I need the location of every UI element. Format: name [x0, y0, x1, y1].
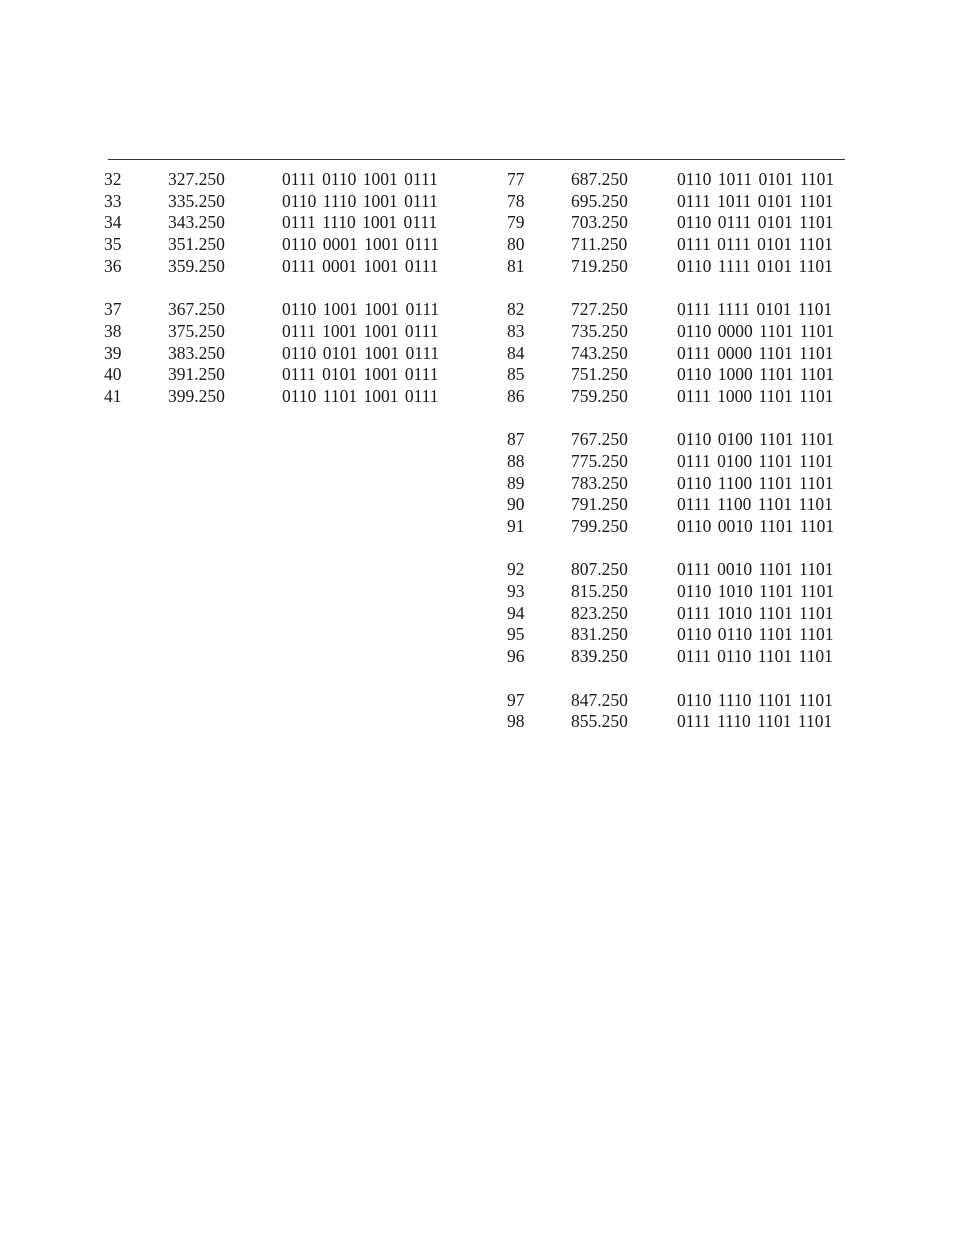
frequency: 783.250 — [571, 472, 628, 493]
frequency: 735.250 — [571, 320, 628, 341]
channel-number: 96 — [507, 646, 525, 667]
binary-code: 0110 1010 1101 1101 — [677, 581, 835, 602]
channel-number: 33 — [104, 190, 122, 211]
binary-code: 0111 1100 1101 1101 — [677, 494, 833, 515]
channel-number: 90 — [507, 494, 525, 515]
channel-number: 38 — [104, 320, 122, 341]
frequency: 687.250 — [571, 169, 628, 189]
channel-number: 92 — [507, 559, 525, 580]
channel-number: 78 — [507, 190, 525, 211]
frequency: 335.250 — [168, 190, 225, 211]
binary-code: 0111 0101 1001 0111 — [282, 364, 439, 385]
channel-number: 40 — [104, 364, 122, 385]
frequency: 831.250 — [571, 624, 628, 645]
frequency: 375.250 — [168, 320, 225, 341]
frequency: 695.250 — [571, 190, 628, 211]
frequency: 327.250 — [168, 169, 225, 189]
frequency: 767.250 — [571, 429, 628, 450]
channel-number: 36 — [104, 255, 122, 276]
binary-code: 0110 0010 1101 1101 — [677, 516, 835, 536]
frequency: 383.250 — [168, 342, 225, 363]
channel-number: 85 — [507, 364, 525, 385]
frequency: 359.250 — [168, 255, 225, 276]
channel-number: 39 — [104, 342, 122, 363]
binary-code: 0110 0000 1101 1101 — [677, 320, 835, 341]
frequency: 751.250 — [571, 364, 628, 385]
frequency: 759.250 — [571, 385, 628, 406]
channel-number: 93 — [507, 581, 525, 602]
channel-number: 81 — [507, 255, 525, 276]
binary-code: 0111 1110 1101 1101 — [677, 711, 833, 732]
binary-code: 0111 1110 1001 0111 — [282, 212, 438, 233]
binary-code: 0110 0100 1101 1101 — [677, 429, 835, 450]
channel-number: 82 — [507, 299, 525, 320]
frequency: 711.250 — [571, 234, 628, 255]
frequency: 815.250 — [571, 581, 628, 602]
channel-number: 37 — [104, 299, 122, 320]
channel-number: 35 — [104, 234, 122, 255]
binary-code: 0110 1110 1001 0111 — [282, 190, 438, 211]
frequency: 823.250 — [571, 602, 628, 623]
binary-code: 0110 1011 0101 1101 — [677, 169, 835, 189]
channel-number: 79 — [507, 212, 525, 233]
channel-number: 41 — [104, 385, 122, 406]
binary-code: 0111 0110 1101 1101 — [677, 646, 833, 667]
channel-number: 89 — [507, 472, 525, 493]
binary-code: 0110 1100 1101 1101 — [677, 472, 834, 493]
binary-code: 0111 1011 0101 1101 — [677, 190, 834, 211]
channel-number: 34 — [104, 212, 122, 233]
frequency: 399.250 — [168, 385, 225, 406]
binary-code: 0111 0001 1001 0111 — [282, 255, 439, 276]
binary-code: 0111 0110 1001 0111 — [282, 169, 438, 189]
binary-code: 0111 1000 1101 1101 — [677, 385, 834, 406]
table-top-rule — [108, 159, 845, 160]
binary-code: 0110 1001 1001 0111 — [282, 299, 440, 320]
frequency: 839.250 — [571, 646, 628, 667]
channel-number: 88 — [507, 450, 525, 471]
channel-number: 83 — [507, 320, 525, 341]
channel-number: 87 — [507, 429, 525, 450]
frequency: 703.250 — [571, 212, 628, 233]
frequency: 343.250 — [168, 212, 225, 233]
channel-number: 77 — [507, 169, 525, 189]
binary-code: 0111 0111 0101 1101 — [677, 234, 833, 255]
channel-number: 86 — [507, 385, 525, 406]
binary-code: 0111 1010 1101 1101 — [677, 602, 834, 623]
frequency: 799.250 — [571, 516, 628, 536]
frequency: 855.250 — [571, 711, 628, 732]
binary-code: 0110 1000 1101 1101 — [677, 364, 835, 385]
binary-code: 0111 0010 1101 1101 — [677, 559, 834, 580]
frequency: 743.250 — [571, 342, 628, 363]
binary-code: 0110 0001 1001 0111 — [282, 234, 440, 255]
channel-number: 80 — [507, 234, 525, 255]
frequency: 775.250 — [571, 450, 628, 471]
channel-number: 95 — [507, 624, 525, 645]
binary-code: 0111 0000 1101 1101 — [677, 342, 834, 363]
binary-code: 0110 1101 1001 0111 — [282, 385, 439, 406]
binary-code: 0110 1110 1101 1101 — [677, 689, 833, 710]
frequency: 367.250 — [168, 299, 225, 320]
binary-code: 0110 0110 1101 1101 — [677, 624, 834, 645]
binary-code: 0111 1111 0101 1101 — [677, 299, 833, 320]
channel-number: 94 — [507, 602, 525, 623]
channel-number: 98 — [507, 711, 525, 732]
channel-number: 97 — [507, 689, 525, 710]
channel-number: 91 — [507, 516, 525, 536]
frequency: 791.250 — [571, 494, 628, 515]
binary-code: 0111 0100 1101 1101 — [677, 450, 834, 471]
binary-code: 0110 1111 0101 1101 — [677, 255, 833, 276]
frequency: 719.250 — [571, 255, 628, 276]
frequency: 727.250 — [571, 299, 628, 320]
binary-code: 0110 0101 1001 0111 — [282, 342, 440, 363]
frequency: 807.250 — [571, 559, 628, 580]
frequency: 847.250 — [571, 689, 628, 710]
frequency: 391.250 — [168, 364, 225, 385]
binary-code: 0111 1001 1001 0111 — [282, 320, 439, 341]
channel-number: 32 — [104, 169, 122, 189]
frequency: 351.250 — [168, 234, 225, 255]
binary-code: 0110 0111 0101 1101 — [677, 212, 834, 233]
channel-number: 84 — [507, 342, 525, 363]
